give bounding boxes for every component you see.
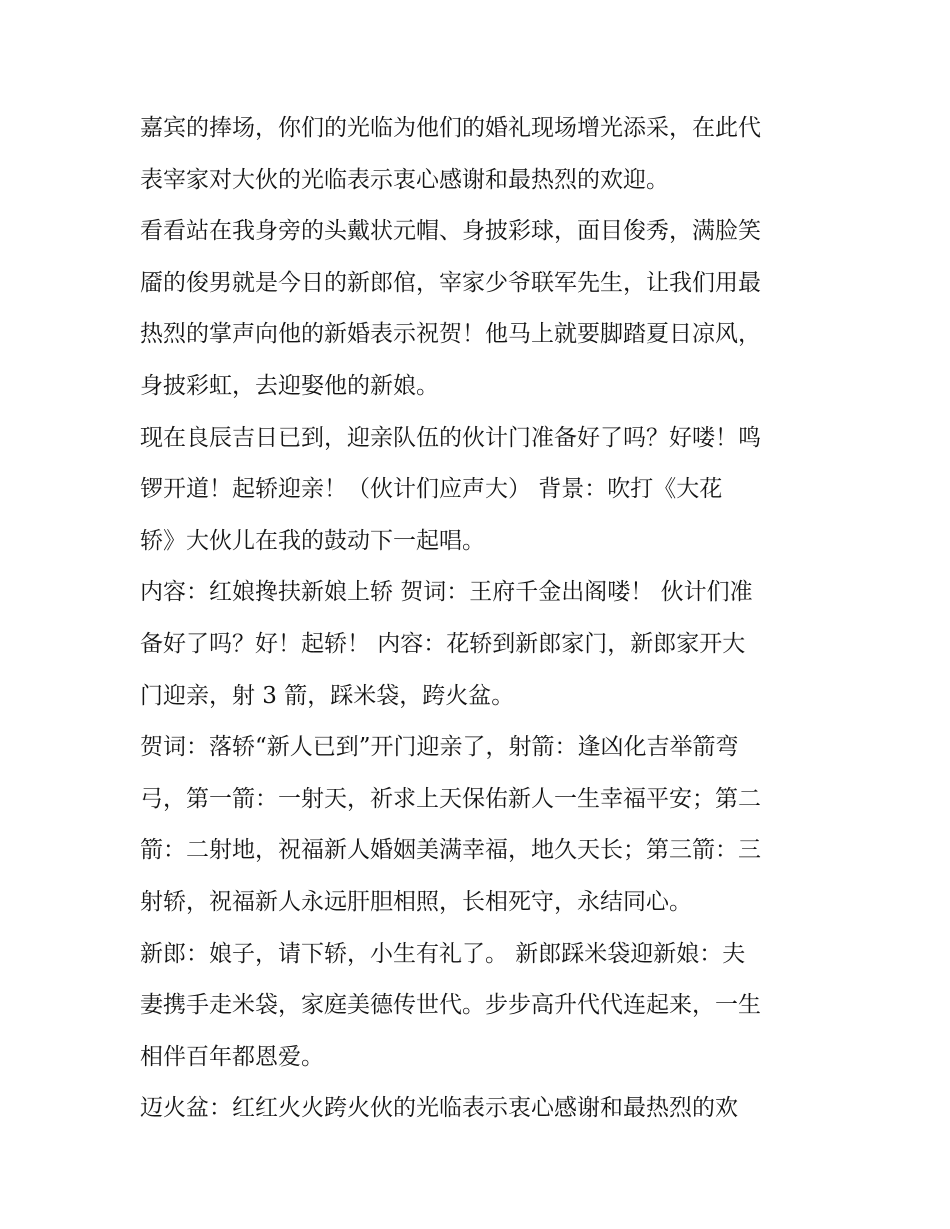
text-line: 弓，第一箭：一射天，祈求上天保佑新人一生幸福平安；第二 bbox=[140, 785, 761, 812]
text-line: 备好了吗？好！起轿！ 内容：花轿到新郎家门，新郎家开大 bbox=[140, 630, 746, 657]
text-line: 热烈的掌声向他的新婚表示祝贺！他马上就要脚踏夏日凉风， bbox=[140, 321, 761, 348]
text-line: 妻携手走米袋，家庭美德传世代。步步高升代代连起来，一生 bbox=[140, 992, 761, 1019]
text-line: 嘉宾的捧场，你们的光临为他们的婚礼现场增光添采，在此代 bbox=[140, 115, 761, 141]
body-text bbox=[140, 103, 820, 1135]
text-line: 箭：二射地，祝福新人婚姻美满幸福，地久天长；第三箭：三 bbox=[140, 837, 761, 864]
text-line: 迈火盆：红红火火跨火伙的光临表示衷心感谢和最热烈的欢 bbox=[140, 1095, 738, 1122]
text-line: 表宰家对大伙的光临表示衷心感谢和最热烈的欢迎。 bbox=[140, 166, 669, 193]
text-line: 靥的俊男就是今日的新郎倌，宰家少爷联军先生，让我们用最 bbox=[140, 269, 761, 296]
text-line: 贺词：落轿“新人已到”开门迎亲了，射箭：逢凶化吉举箭弯 bbox=[140, 734, 739, 761]
text-line: 新郎：娘子，请下轿，小生有礼了。 新郎踩米袋迎新娘：夫 bbox=[140, 940, 746, 967]
text-line: 锣开道！起轿迎亲！（伙计们应声大） 背景：吹打《大花 bbox=[140, 476, 723, 503]
text-line: 现在良辰吉日已到，迎亲队伍的伙计门准备好了吗？好喽！鸣 bbox=[140, 424, 761, 451]
text-line: 轿》大伙儿在我的鼓动下一起唱。 bbox=[140, 527, 485, 554]
text-line: 看看站在我身旁的头戴状元帽、身披彩球，面目俊秀，满脸笑 bbox=[140, 218, 761, 245]
text-line: 身披彩虹，去迎娶他的新娘。 bbox=[140, 372, 439, 399]
text-line: 门迎亲，射 3 箭，踩米袋，跨火盆。 bbox=[140, 682, 515, 709]
text-line: 内容：红娘搀扶新娘上轿 贺词：王府千金出阁喽！ 伙计们准 bbox=[140, 579, 753, 606]
text-line: 相伴百年都恩爱。 bbox=[140, 1043, 324, 1070]
text-line: 射轿，祝福新人永远肝胆相照，长相死守，永结同心。 bbox=[140, 888, 692, 915]
